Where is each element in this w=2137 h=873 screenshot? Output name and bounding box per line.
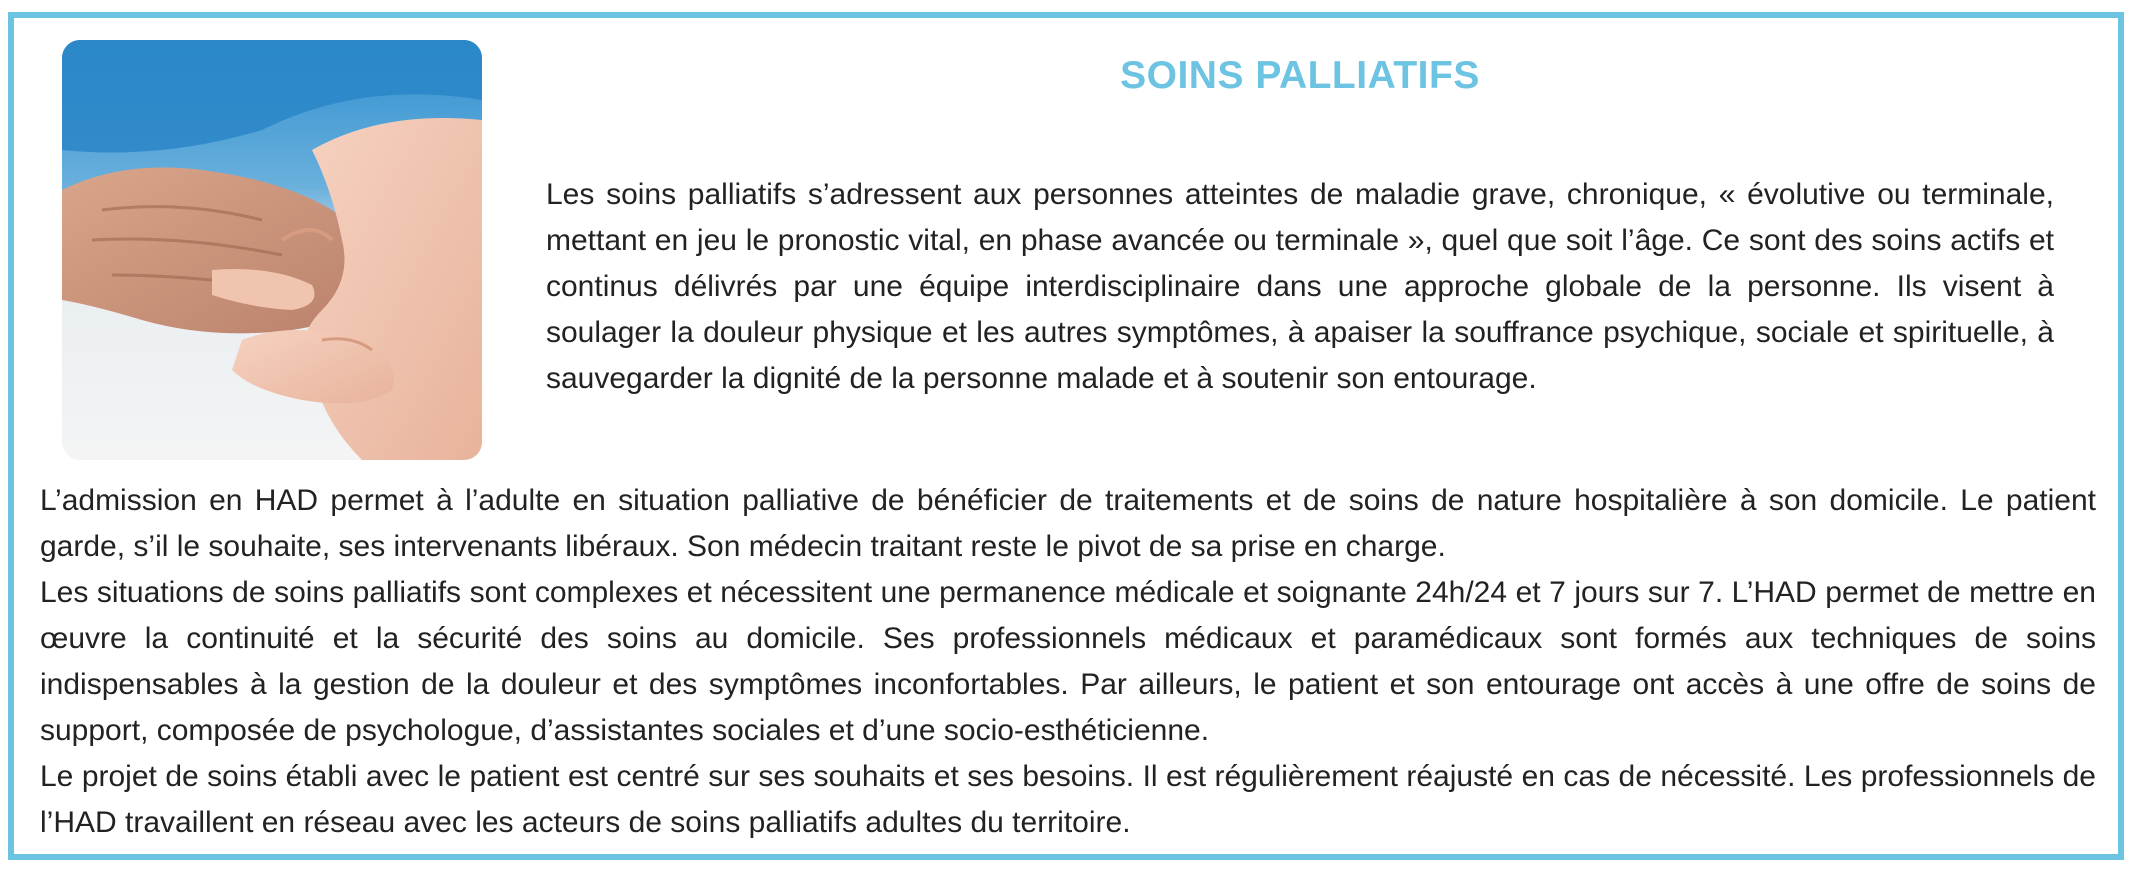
paragraph-admission: L’admission en HAD permet à l’adulte en situation palliative de bénéficier de traitements et de soins de nature hospitalière à son domicile. Le patient garde, s’il le souhaite, ses intervenants libéraux. Son médecin traitant reste le pivot de sa prise en charge. xyxy=(40,484,2096,563)
page-title: SOINS PALLIATIFS xyxy=(1120,54,1480,97)
body-text xyxy=(40,478,2096,846)
paragraph-situations: Les situations de soins palliatifs sont complexes et nécessitent une permanence médicale et soignante 24h/24 et 7 jours sur 7. L’HAD permet de mettre en œuvre la continuité et la sécurité des soins au domicile. Ses professionnels médicaux et paramédicaux sont formés aux techniques de soins indispensables à la gestion de la douleur et des symptômes inconfortables. Par ailleurs, le patient et son entourage ont accès à une offre de soins de support, composée de psychologue, d’assistantes sociales et d’une socio-esthéticienne. xyxy=(40,576,2096,747)
holding-hands-icon xyxy=(62,40,482,460)
holding-hands-photo xyxy=(62,40,482,460)
intro-paragraph: Les soins palliatifs s’adressent aux personnes atteintes de maladie grave, chronique, « évolutive ou terminale, mettant en jeu le pronostic vital, en phase avancée ou terminale », quel que soit l’âge. Ce sont des soins actifs et continus délivrés par une équipe interdisciplinaire dans une approche globale de la personne. Ils visent à soulager la douleur physique et les autres symptômes, à apaiser la souffrance psychique, sociale et spirituelle, à sauvegarder la dignité de la personne malade et à soutenir son entourage. xyxy=(546,178,2054,395)
paragraph-projet: Le projet de soins établi avec le patient est centré sur ses souhaits et ses besoins. Il est régulièrement réajusté en cas de nécessité. Les professionnels de l’HAD travaillent en réseau avec les acteurs de soins palliatifs adultes du territoire. xyxy=(40,760,2096,839)
